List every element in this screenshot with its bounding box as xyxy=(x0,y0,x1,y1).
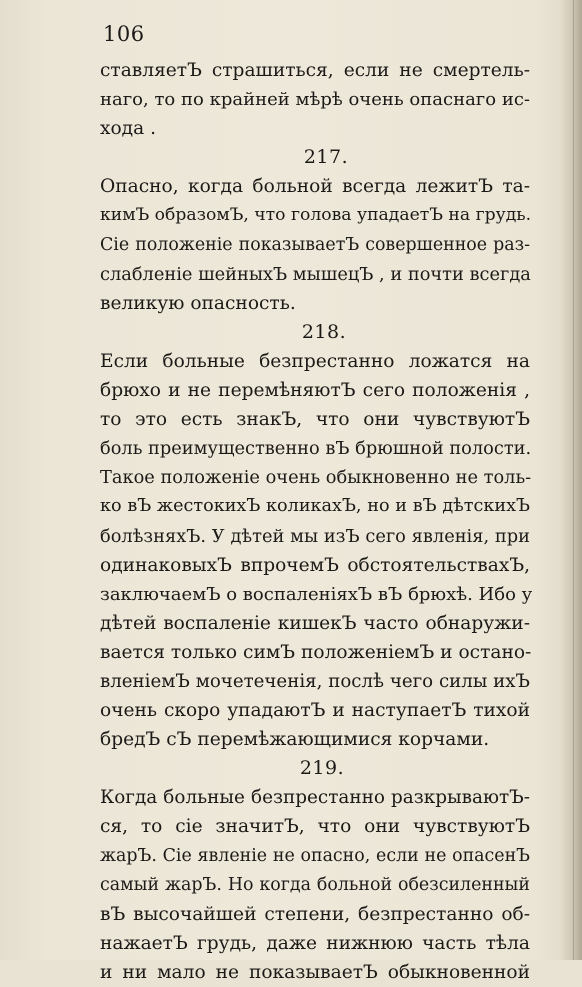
section-number: 219. xyxy=(299,757,345,780)
text-line: Такое положеніе очень обыкновенно не толь- xyxy=(100,467,532,489)
page-edge-line xyxy=(573,0,574,960)
text-line: наго, то по крайней мѣрѣ очень опаснаго ис- xyxy=(100,89,530,111)
text-line: болѣзняхЪ. У дѣтей мы изЪ сего явленія, при xyxy=(100,525,530,547)
section-number: 218. xyxy=(301,320,347,343)
text-line: вается только симЪ положеніемЪ и остано- xyxy=(100,641,532,663)
text-line: очень скоро упадаютЪ и наступаетЪ тихой xyxy=(100,700,530,722)
text-line: вленіемЪ мочетеченія, послѣ чего силы ихЪ xyxy=(100,670,530,692)
text-line: слабленіе шейныхЪ мышецЪ , и почти всегда xyxy=(100,263,531,285)
page-text xyxy=(100,56,533,987)
text-line: великую опасность. xyxy=(100,292,296,314)
text-line: ставляетЪ страшиться, если не смертель- xyxy=(100,60,530,81)
section-number: 217. xyxy=(303,146,349,169)
text-line: ко вЪ жестокихЪ коликахЪ, но и вЪ дѣтскихЪ xyxy=(100,496,530,517)
text-line: и ни мало не показываетЪ обыкновенной xyxy=(100,961,530,983)
text-line: кимЪ образомЪ, что голова упадаетЪ на грудь. xyxy=(100,205,532,226)
text-line: Опасно, когда больной всегда лежитЪ та- xyxy=(100,176,530,198)
text-line: ся, то сіе значитЪ, что они чувствуютЪ xyxy=(100,816,530,838)
text-line: Когда больные безпрестанно разкрываютЪ- xyxy=(100,787,530,809)
text-line: хода . xyxy=(100,118,157,140)
text-line: дѣтей воспаленіе кишекЪ часто обнаружи- xyxy=(100,612,530,634)
text-line: боль преимущественно вЪ брюшной полости. xyxy=(100,438,532,460)
text-line: то это есть знакЪ, что они чувствуютЪ xyxy=(100,409,530,431)
text-line: Сіе положеніе показываетЪ совершенное раз- xyxy=(100,234,530,255)
text-line: заключаемЪ о воспаленіяхЪ вЪ брюхѣ. Ибо у xyxy=(100,583,533,605)
text-line: вЪ высочайшей степени, безпрестанно об- xyxy=(100,903,530,925)
text-line: жарЪ. Сіе явленіе не опасно, если не опасенЪ xyxy=(100,845,530,866)
text-line: одинаковыхЪ впрочемЪ обстоятельствахЪ, xyxy=(100,554,530,576)
page-edge-shadow xyxy=(560,0,582,960)
text-line: Если больные безпрестанно ложатся на xyxy=(100,350,530,372)
text-line: бредЪ сЪ перемѣжающимися корчами. xyxy=(100,729,490,751)
page-number: 106 xyxy=(103,22,145,46)
text-line: нажаетЪ грудь, даже нижнюю часть тѣла xyxy=(100,932,530,954)
text-line: брюхо и не перемѣняютЪ сего положенія , xyxy=(100,380,530,402)
text-line: самый жарЪ. Но когда больной обезсиленный xyxy=(100,874,530,895)
